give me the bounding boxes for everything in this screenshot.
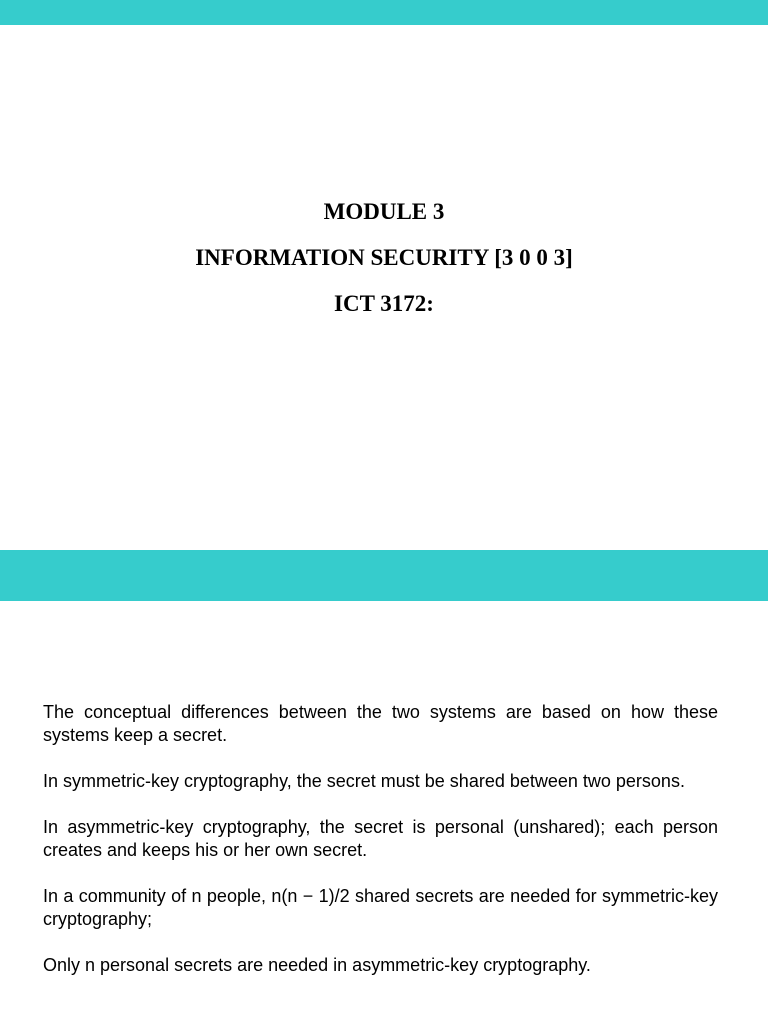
course-code: ICT 3172: xyxy=(334,291,434,316)
paragraph-asymmetric-key: In asymmetric-key cryptography, the secret is personal (unshared); each person creates and keeps his or her own secret. xyxy=(43,817,718,860)
content-slide xyxy=(43,701,718,977)
paragraph-conceptual-differences: The conceptual differences between the two systems are based on how these systems keep a secret. xyxy=(43,702,718,745)
course-title: INFORMATION SECURITY [3 0 0 3] xyxy=(195,245,573,270)
top-accent-band xyxy=(0,0,768,25)
paragraph-community-secrets: In a community of n people, n(n − 1)/2 shared secrets are needed for symmetric-key cryptography; xyxy=(43,886,718,929)
slide-divider-band xyxy=(0,550,768,601)
paragraph-symmetric-key: In symmetric-key cryptography, the secret must be shared between two persons. xyxy=(43,771,685,791)
module-title: MODULE 3 xyxy=(323,199,445,224)
paragraph-personal-secrets: Only n personal secrets are needed in asymmetric-key cryptography. xyxy=(43,955,591,975)
title-slide xyxy=(0,196,768,334)
